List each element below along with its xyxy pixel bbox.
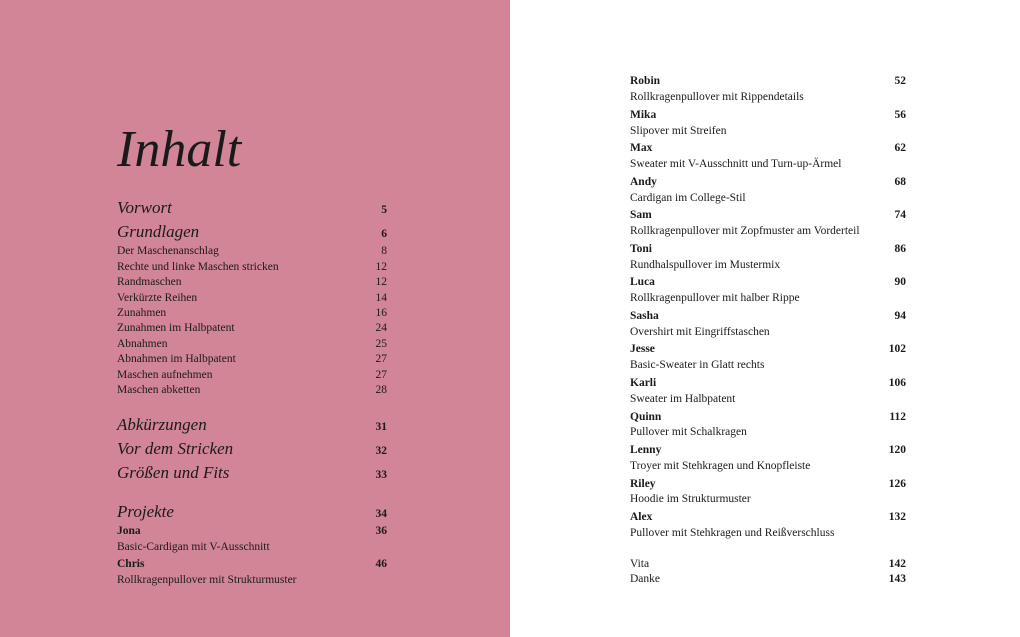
toc-project-entry[interactable] [630,376,906,391]
toc-project-entry[interactable] [117,557,387,572]
toc-item-label: Der Maschenanschlag [117,245,219,257]
toc-project-description: Rollkragenpullover mit Zopfmuster am Vorderteil [630,225,860,237]
toc-project-entry[interactable] [630,242,906,257]
toc-project-name: Toni [630,243,652,255]
toc-item-label: Vita [630,558,650,570]
toc-page-number: 143 [888,573,906,585]
toc-page-number: 94 [894,310,906,322]
toc-section-vor-dem-stricken[interactable] [117,439,387,459]
toc-item-vita[interactable] [630,557,906,572]
toc-item[interactable] [117,337,387,352]
toc-section-label: Vorwort [117,198,172,217]
toc-project-name: Luca [630,276,655,288]
toc-project-description: Rollkragenpullover mit Strukturmuster [117,574,297,586]
toc-project-description: Sweater im Halbpatent [630,393,736,405]
toc-item-label: Zunahmen im Halbpatent [117,322,235,334]
toc-project-entry[interactable] [630,510,906,525]
toc-page-number: 8 [381,245,387,257]
toc-project-entry[interactable] [630,410,906,425]
toc-project-description: Hoodie im Strukturmuster [630,493,751,505]
toc-page-number: 52 [894,75,906,87]
toc-item-label: Danke [630,573,661,585]
toc-item[interactable] [117,352,387,367]
toc-item[interactable] [117,275,387,290]
toc-project-description: Basic-Sweater in Glatt rechts [630,359,765,371]
toc-project-entry[interactable] [630,477,906,492]
toc-item-label: Maschen aufnehmen [117,369,213,381]
toc-section-label: Grundlagen [117,222,200,241]
toc-project-name: Jona [117,525,141,537]
toc-project-name: Mika [630,109,657,121]
toc-section-projekte[interactable] [117,502,387,522]
toc-page-number: 142 [888,558,906,570]
toc-page-number: 27 [375,353,387,365]
toc-page-number: 16 [375,307,387,319]
toc-page-number: 33 [375,469,387,481]
toc-project-name: Sasha [630,310,659,322]
toc-page-number: 56 [894,109,906,121]
toc-item[interactable] [117,321,387,336]
toc-project-entry[interactable] [630,342,906,357]
toc-project-description: Troyer mit Stehkragen und Knopfleiste [630,460,811,472]
toc-page-number: 102 [888,343,906,355]
toc-page-number: 62 [894,142,906,154]
toc-section-label: Größen und Fits [117,463,230,482]
toc-item-label: Zunahmen [117,307,167,319]
toc-page-number: 25 [375,338,387,350]
toc-project-description: Rundhalspullover im Mustermix [630,259,781,271]
toc-project-description: Overshirt mit Eingriffstaschen [630,326,770,338]
toc-item-danke[interactable] [630,572,906,587]
toc-project-description: Cardigan im College-Stil [630,192,746,204]
toc-project-name: Lenny [630,444,662,456]
toc-project-entry[interactable] [630,275,906,290]
toc-page-number: 74 [894,209,906,221]
toc-item[interactable] [117,383,387,398]
toc-page-number: 68 [894,176,906,188]
toc-item-label: Abnahmen im Halbpatent [117,353,236,365]
toc-section-label: Projekte [117,502,174,521]
toc-page-number: 126 [888,478,906,490]
toc-project-description: Slipover mit Streifen [630,125,727,137]
toc-page-number: 46 [375,558,387,570]
toc-page-number: 24 [375,322,387,334]
toc-item-label: Verkürzte Reihen [117,292,198,304]
page-title: Inhalt [117,121,242,178]
toc-page-number: 27 [375,369,387,381]
toc-page-number: 31 [375,421,387,433]
toc-project-entry[interactable] [117,524,387,539]
toc-project-name: Andy [630,176,657,188]
toc-project-entry[interactable] [630,108,906,123]
toc-page-number: 90 [894,276,906,288]
toc-page-number: 5 [381,204,387,216]
toc-page-number: 32 [375,445,387,457]
toc-project-entry[interactable] [630,208,906,223]
toc-page-number: 36 [375,525,387,537]
toc-project-name: Alex [630,511,653,523]
toc-page-number: 14 [375,292,387,304]
toc-project-description: Pullover mit Stehkragen und Reißverschluss [630,527,835,539]
toc-project-name: Sam [630,209,652,221]
toc-project-name: Robin [630,75,661,87]
toc-item[interactable] [117,306,387,321]
toc-page-number: 28 [375,384,387,396]
toc-project-name: Chris [117,558,145,570]
toc-project-entry[interactable] [630,141,906,156]
toc-project-description: Rollkragenpullover mit halber Rippe [630,292,800,304]
toc-project-name: Riley [630,478,656,490]
toc-item-label: Maschen abketten [117,384,201,396]
toc-page-number: 112 [889,411,906,423]
toc-item[interactable] [117,244,387,259]
toc-section-vorwort[interactable] [117,198,387,218]
toc-item[interactable] [117,368,387,383]
toc-item-label: Randmaschen [117,276,182,288]
toc-project-entry[interactable] [630,309,906,324]
toc-project-description: Basic-Cardigan mit V-Ausschnitt [117,541,270,553]
toc-project-entry[interactable] [630,443,906,458]
toc-item[interactable] [117,260,387,275]
toc-item[interactable] [117,291,387,306]
toc-page-number: 12 [375,261,387,273]
toc-item-label: Rechte und linke Maschen stricken [117,261,279,273]
toc-page-number: 86 [894,243,906,255]
toc-section-grundlagen[interactable] [117,222,387,242]
toc-section-label: Vor dem Stricken [117,439,234,458]
toc-item-label: Abnahmen [117,338,168,350]
toc-project-description: Pullover mit Schalkragen [630,426,747,438]
toc-project-name: Max [630,142,653,154]
toc-page-number: 12 [375,276,387,288]
toc-project-description: Sweater mit V-Ausschnitt und Turn-up-Ärmel [630,158,842,170]
toc-page-number: 6 [381,228,387,240]
toc-project-entry[interactable] [630,74,906,89]
toc-project-description: Rollkragenpullover mit Rippendetails [630,91,804,103]
toc-section-label: Abkürzungen [117,415,207,434]
toc-section-abkuerzungen[interactable] [117,415,387,435]
toc-page-number: 34 [375,508,387,520]
toc-page-number: 132 [888,511,906,523]
toc-project-entry[interactable] [630,175,906,190]
toc-project-name: Karli [630,377,657,389]
toc-project-name: Jesse [630,343,655,355]
toc-project-name: Quinn [630,411,662,423]
toc-section-groessen-und-fits[interactable] [117,463,387,483]
toc-page-number: 106 [888,377,906,389]
toc-page-number: 120 [888,444,906,456]
